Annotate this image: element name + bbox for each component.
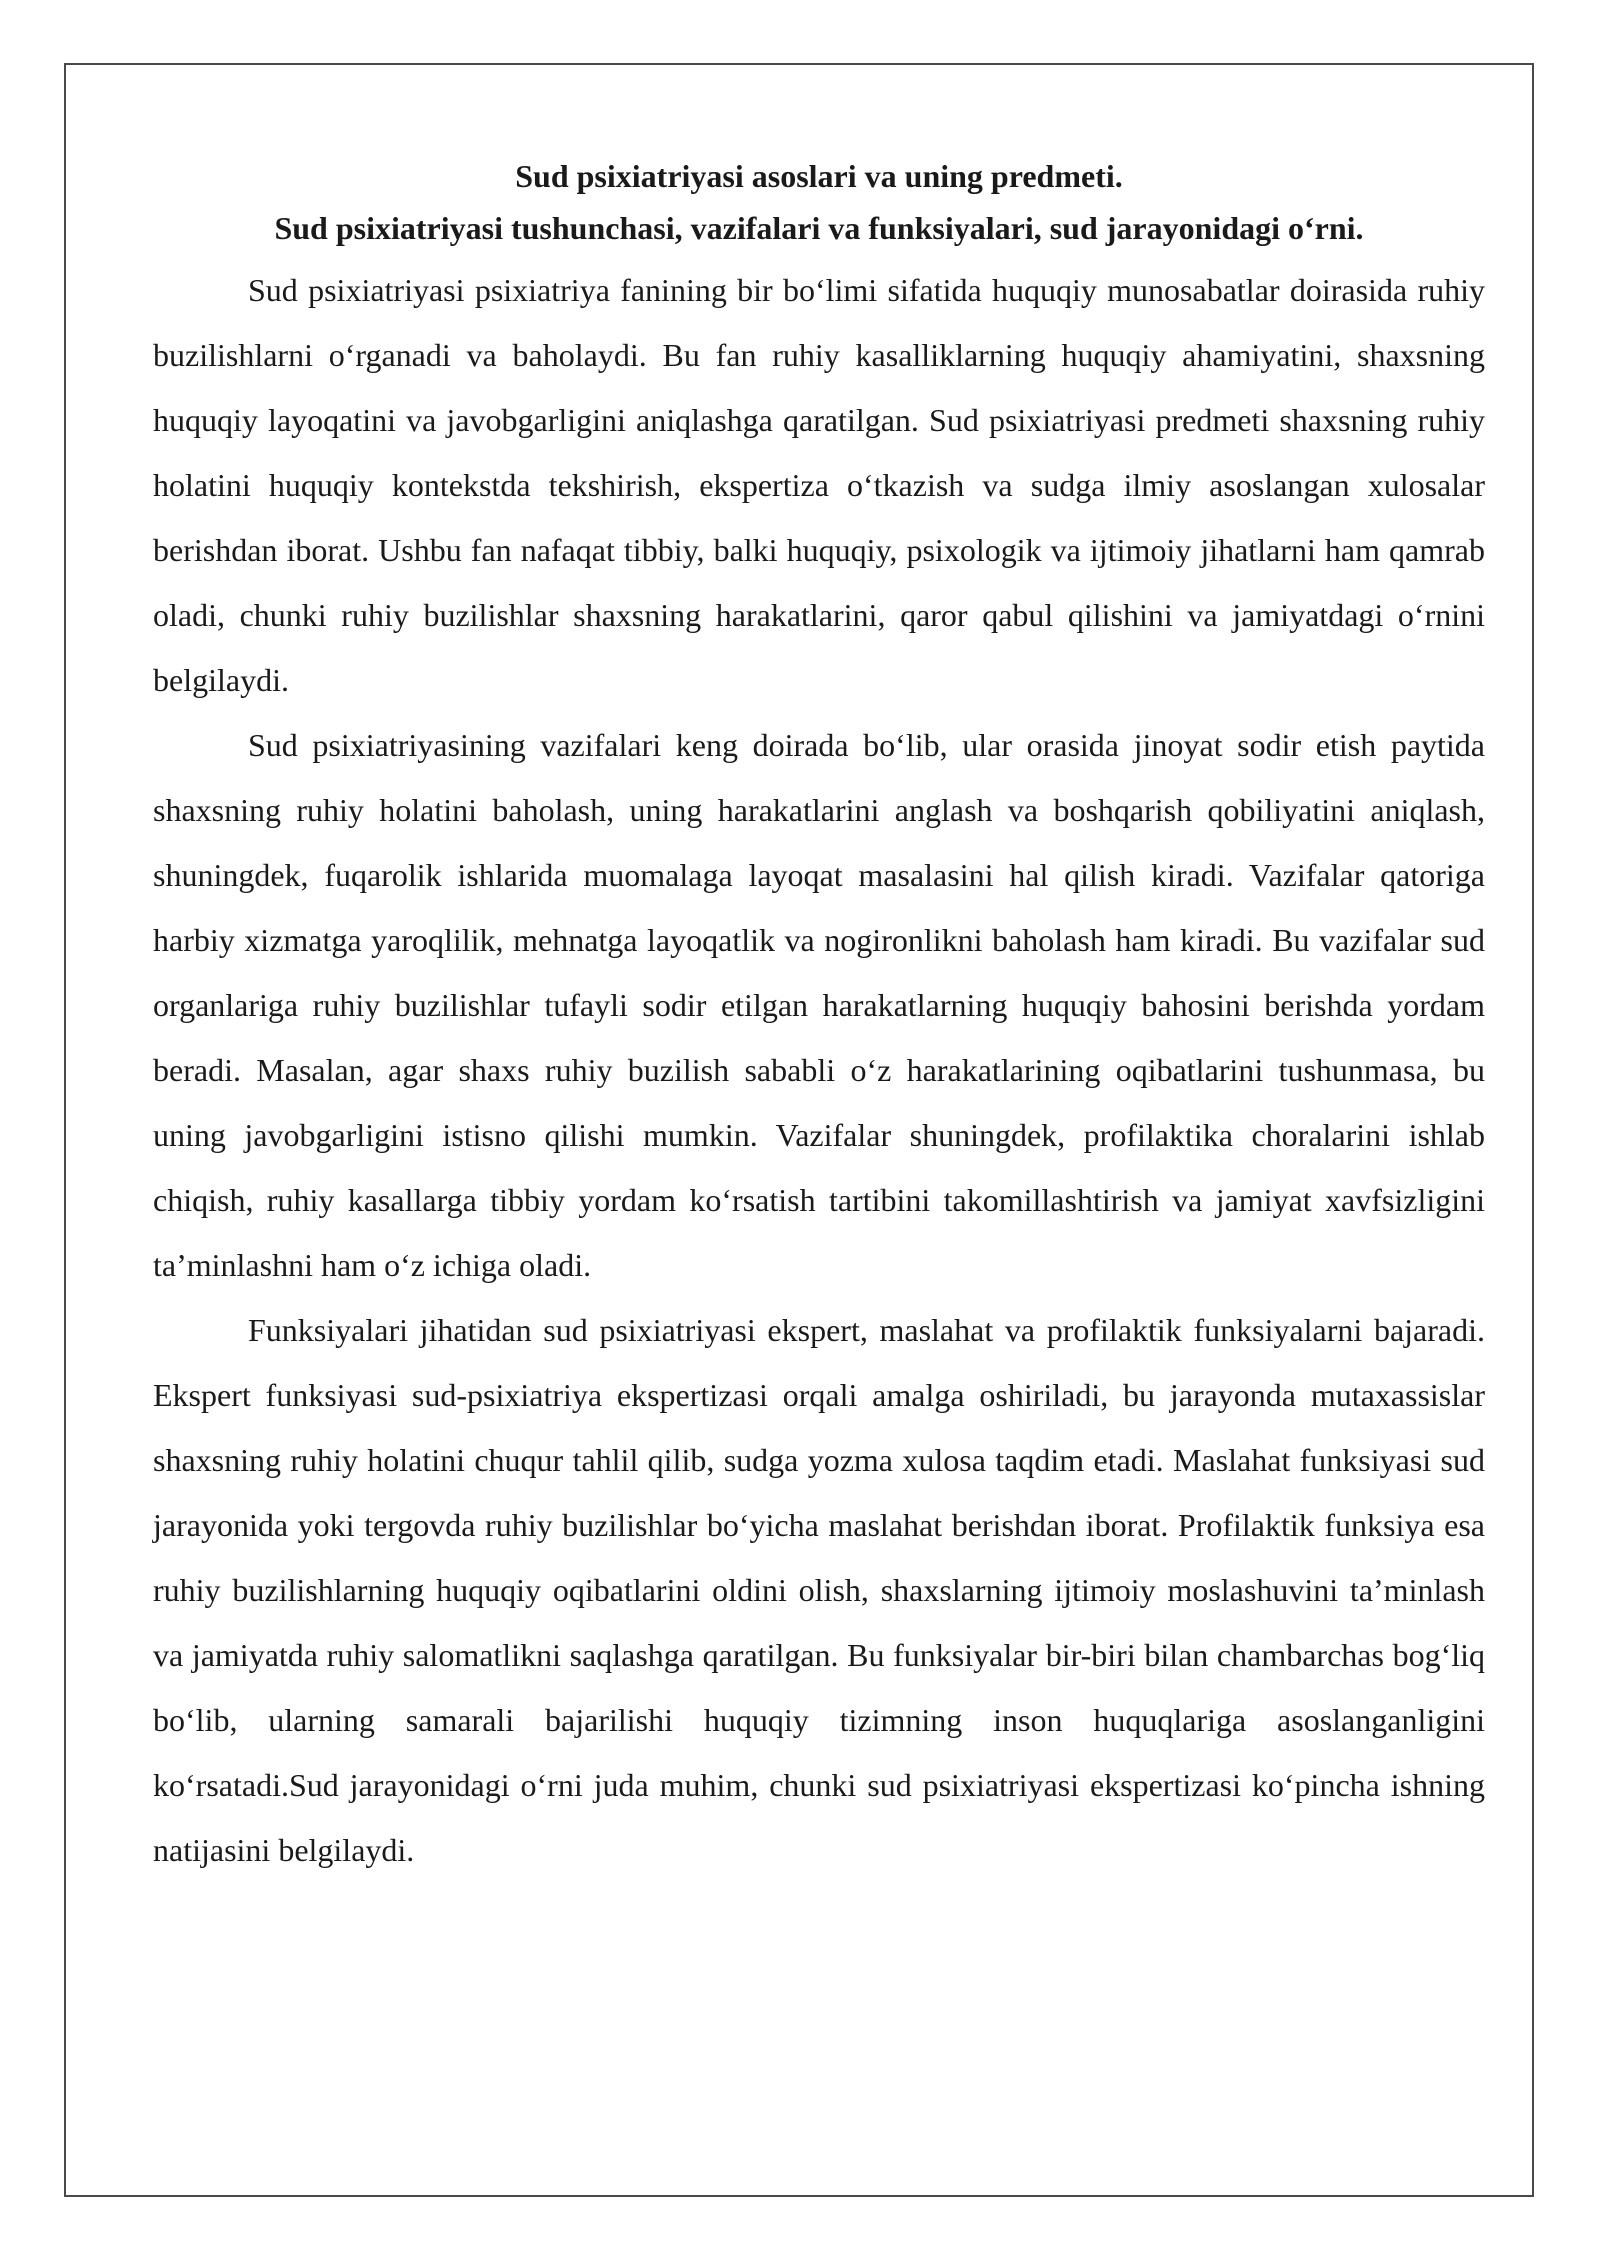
paragraph-1: Sud psixiatriyasi psixiatriya fanining bir bo‘limi sifatida huquqiy munosabatlar doirasida ruhiy buzilishlarni o‘rganadi va baholaydi. Bu fan ruhiy kasalliklarning huquqiy ahamiyatini, shaxsning huquqiy layoqatini va javobgarligini aniqlashga qaratilgan. Sud psixiatriyasi predmeti shaxsning ruhiy holatini huquqiy kontekstda tekshirish, ekspertiza o‘tkazish va sudga ilmiy asoslangan xulosalar berishdan iborat. Ushbu fan nafaqat tibbiy, balki huquqiy, psixologik va ijtimoiy jihatlarni ham qamrab oladi, chunki ruhiy buzilishlar shaxsning harakatlarini, qaror qabul qilishini va jamiyatdagi o‘rnini belgilaydi. xyxy=(153,272,1485,698)
paragraph-2: Sud psixiatriyasining vazifalari keng doirada bo‘lib, ular orasida jinoyat sodir etish paytida shaxsning ruhiy holatini baholash, uning harakatlarini anglash va boshqarish qobiliyatini aniqlash, shuningdek, fuqarolik ishlarida muomalaga layoqat masalasini hal qilish kiradi. Vazifalar qatoriga harbiy xizmatga yaroqlilik, mehnatga layoqatlik va nogironlikni baholash ham kiradi. Bu vazifalar sud organlariga ruhiy buzilishlar tufayli sodir etilgan harakatlarning huquqiy bahosini berishda yordam beradi. Masalan, agar shaxs ruhiy buzilish sababli o‘z harakatlarining oqibatlarini tushunmasa, bu uning javobgarligini istisno qilishi mumkin. Vazifalar shuningdek, profilaktika choralarini ishlab chiqish, ruhiy kasallarga tibbiy yordam ko‘rsatish tartibini takomillashtirish va jamiyat xavfsizligini ta’minlashni ham o‘z ichiga oladi. xyxy=(153,727,1485,1283)
document-title: Sud psixiatriyasi asoslari va uning predmeti. xyxy=(515,158,1123,194)
paragraph-3: Funksiyalari jihatidan sud psixiatriyasi ekspert, maslahat va profilaktik funksiyalarni bajaradi. Ekspert funksiyasi sud-psixiatriya ekspertizasi orqali amalga oshiriladi, bu jarayonda mutaxassislar shaxsning ruhiy holatini chuqur tahlil qilib, sudga yozma xulosa taqdim etadi. Maslahat funksiyasi sud jarayonida yoki tergovda ruhiy buzilishlar bo‘yicha maslahat berishdan iborat. Profilaktik funksiya esa ruhiy buzilishlarning huquqiy oqibatlarini oldini olish, shaxslarning ijtimoiy moslashuvini ta’minlash va jamiyatda ruhiy salomatlikni saqlashga qaratilgan. Bu funksiyalar bir-biri bilan chambarchas bog‘liq bo‘lib, ularning samarali bajarilishi huquqiy tizimning inson huquqlariga asoslanganligini ko‘rsatadi.Sud jarayonidagi o‘rni juda muhim, chunki sud psixiatriyasi ekspertizasi ko‘pincha ishning natijasini belgilaydi. xyxy=(153,1312,1485,1868)
document-body xyxy=(153,150,1485,1883)
document-subtitle: Sud psixiatriyasi tushunchasi, vazifalari va funksiyalari, sud jarayonidagi o‘rni. xyxy=(274,210,1364,246)
